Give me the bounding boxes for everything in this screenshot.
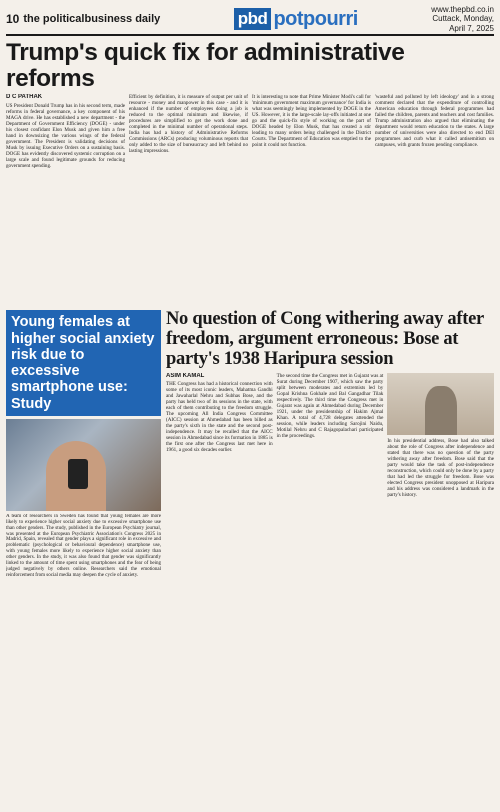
feature-text-3: In his presidential address, Bose had also talked about the role of Congress after independence and stated that there was no question of the party withering away after freedom. Bose said that the party would take the task of post-independence reconstruction, which could only be done by a party that had led the struggle for freedom. Bose was elected Congress president unopposed at Haripura and his address was considered a landmark in the party's history. [387,438,494,499]
paper-name: the politicalbusiness daily [23,13,161,25]
lead-column-3 [252,94,371,307]
section-logo [234,8,358,31]
feature-column-3 [387,373,494,760]
sidebar-article [6,310,161,811]
smartphone-photo [6,419,161,511]
feature-columns [166,373,494,760]
sidebar-text: A team of researchers in Sweden has found that young females are more likely to experience higher social anxiety due to excessive smartphone use than other genders. The study, published in the European Psychiatry journal, was presented at the European Psychiatric Association's Congress 2025 in Madrid, Spain, revealed that gender plays a significant role in excessive and problematic (psychological or behavioural dependence) smartphone use, with young females more likely to experience higher social anxiety than other genders. In the study, it was also found that gender was significantly linked to the amount of time spent using smartphones and the fear of being judged negatively by others online. Researchers said the emotional reinforcement from social media may deepen the cycle of anxiety. [6,513,161,578]
phone-icon [68,459,88,489]
feature-text-1: THE Congress has had a historical connection with some of its most iconic leaders, Mahatma Gandhi and Jawaharlal Nehru and Subhas Bose, and the party has held two of its sessions in the state, with each of them contributing to the freedom struggle. The upcoming All India Congress Committee (AICC) session at Ahmedabad has been billed as the party's sixth in the state and the second post-independence. It may be recalled that the AICC session in Ahmedabad since its formation in 1885 is the first one after the Congress last met here in 1961, a good six decades earlier. [166,381,273,454]
feature-column-1 [166,373,273,760]
lead-text-3: It is interesting to note that Prime Minister Modi's call for 'minimum government maximum governance' for India is what was seemingly being implemented by DOGE in the US. However, it is the large-scale lay-offs initiated at one go and the quick-fix style of working on the part of DOGE headed by Elon Musk, that has created a stir leading to many orders being challenged in the District Courts. The Department of Education was emptied to the point it could not function. [252,94,371,149]
bottom-section [6,310,494,811]
lead-column-1 [6,94,125,307]
lead-text-4: 'wasteful and polluted by left ideology' and in a strong comment declared that the expenditure of controlling American education through federal programmes had failed the children, parents and teachers and cost families. Trump administration also argued that eliminating the department would return education to the states. A large number of universities were also directed to end DEI programmes and curb what it called antisemitism on campuses, with grants frozen pending compliance. [375,94,494,149]
feature-article [166,310,494,811]
logo-word: potpourri [273,7,358,30]
masthead-right [431,5,494,33]
feature-text-2: The second time the Congress met in Gujarat was at Surat during December 1907, which saw the party split between moderates and extremists led by Gopal Krishna Gokhale and Bal Gangadhar Tilak respectively. The third time the Congress met in Gujarat was again at Ahmedabad during December 1921, under the presidentship of Hakim Ajmal Khan. A total of 4,728 delegates attended the session, while leaders including Sarojini Naidu, Motilal Nehru and C Rajagopalachari participated in the proceedings. [276,373,384,440]
lead-headline: Trump's quick fix for administrative reforms [6,39,405,92]
lead-article [6,94,494,307]
lead-column-2 [129,94,248,307]
bose-figure [425,386,457,436]
lead-text-1: US President Donald Trump has in his second term, made reforms in federal governance, a key component of his MAGA drive. He has established a new department - the Department of Government Efficiency (DOGE) - under his closest confidant Elon Musk and given him a free hand in downsizing the various wings of the federal government. The President is validating decisions of Musk by issuing Executive Orders on a sustaining basis. DOGE has evidently discovered systemic corruption on a large scale and found legitimate grounds for reducing government spending. [6,102,125,169]
feature-headline: No question of Cong withering away after freedom, argument erroneous: Bose at party's 1938 Haripura session [166,309,484,370]
date: April 7, 2025 [449,23,494,33]
sidebar-column [6,514,161,812]
lead-byline: D C PATHAK [6,94,43,101]
logo-box: pbd [234,8,272,30]
feature-column-2 [277,373,384,760]
lead-column-4 [375,94,494,307]
feature-byline: ASIM KAMAL [166,373,205,380]
sidebar-headline: Young females at higher social anxiety risk due to excessive smartphone use: Study [6,310,161,415]
bose-photo [387,373,494,435]
lead-text-2: Efficient by definition, it is measure of output per unit of resource - money and manpower in this case - and it is enhanced if the number of employees doing a job is reduced to the optimal minimum and likewise, if procedures are simplified to get the work done and completed in the minimal number of operational steps. India has had a history of Administrative Reforms Commissions (ARCs) producing voluminous reports that only added to the size of bureaucracy and left behind no lasting impressions. [129,94,248,155]
website: www.thepbd.co.in [431,5,494,15]
page-number: 10 [6,12,20,26]
location: Cuttack, Monday, [432,14,494,24]
masthead [6,4,494,36]
masthead-left [6,12,160,26]
